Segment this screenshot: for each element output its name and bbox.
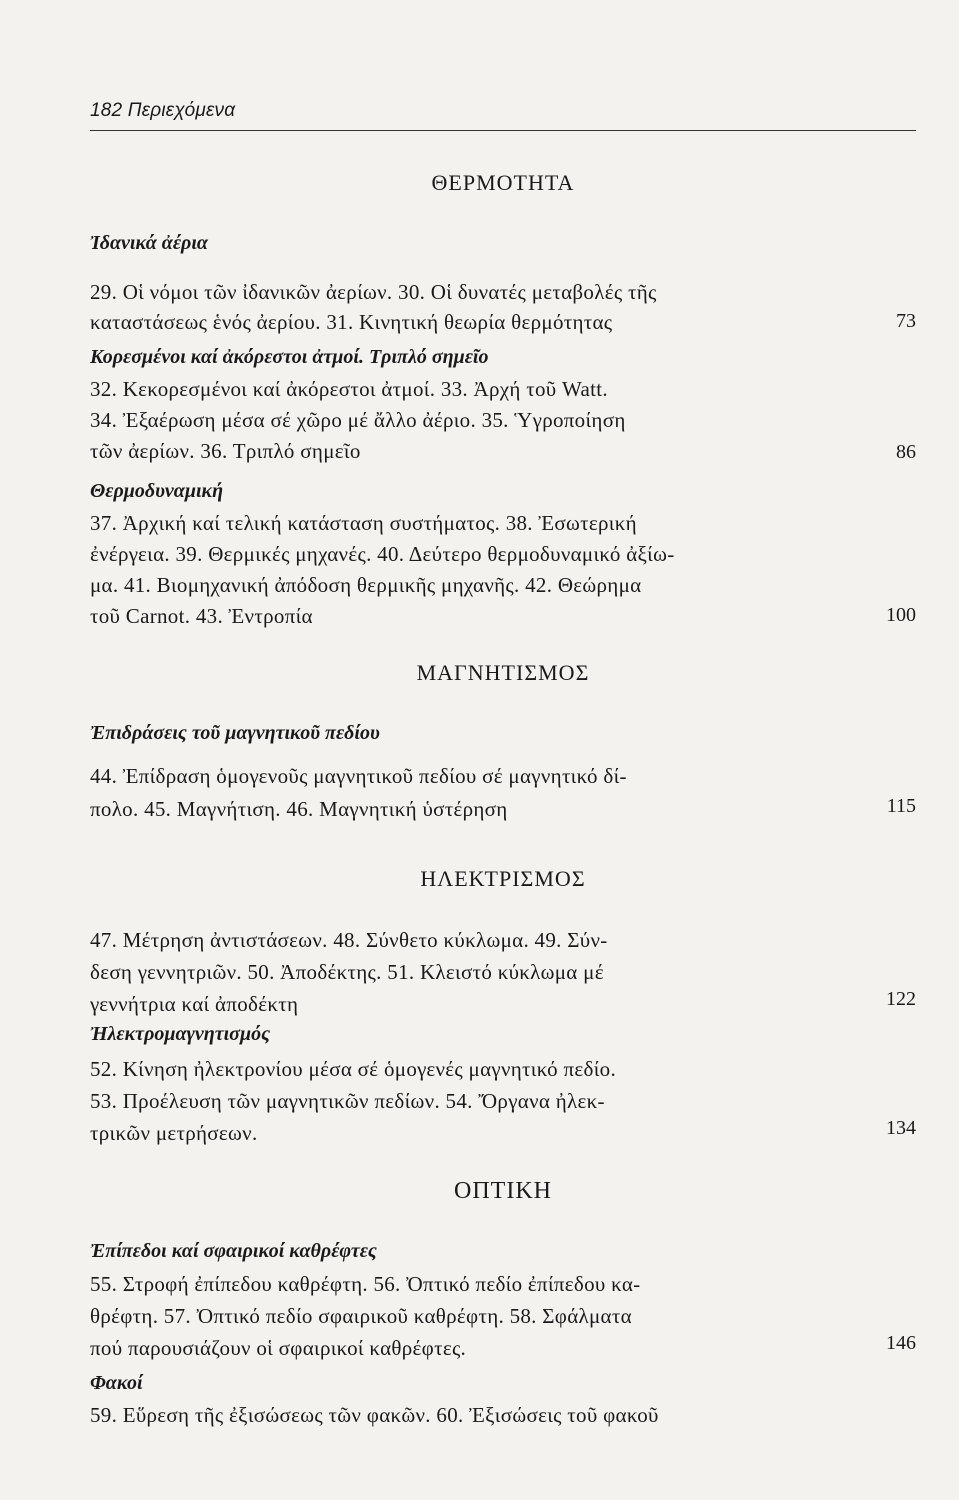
subsection-heading: Ἐπιδράσεις τοῦ μαγνητικοῦ πεδίου xyxy=(90,722,380,744)
header-rule xyxy=(90,130,916,131)
toc-line: τοῦ Carnot. 43. Ἐντροπία xyxy=(90,604,313,628)
toc-line: 34. Ἐξαέρωση μέσα σέ χῶρο μέ ἄλλο ἀέριο. 35. Ὑγροποίηση xyxy=(90,408,626,432)
toc-line: ἐνέργεια. 39. Θερμικές μηχανές. 40. Δεύτερο θερμοδυναμικό ἀξίω- xyxy=(90,542,675,566)
section-title: ΟΠΤΙΚΗ xyxy=(454,1178,552,1204)
toc-line: 53. Προέλευση τῶν μαγνητικῶν πεδίων. 54. Ὄργανα ἠλεκ- xyxy=(90,1089,605,1113)
toc-line: μα. 41. Βιομηχανική ἀπόδοση θερμικῆς μηχανῆς. 42. Θεώρημα xyxy=(90,573,642,597)
subsection-heading: Φακοί xyxy=(90,1372,143,1394)
toc-line: 29. Οἱ νόμοι τῶν ἰδανικῶν ἀερίων. 30. Οἱ δυνατές μεταβολές τῆς xyxy=(90,280,657,304)
toc-line: καταστάσεως ἑνός ἀερίου. 31. Κινητική θεωρία θερμότητας xyxy=(90,310,613,334)
toc-line: 59. Εὕρεση τῆς ἐξισώσεως τῶν φακῶν. 60. Ἐξισώσεις τοῦ φακοῦ xyxy=(90,1403,659,1427)
toc-line: 44. Ἐπίδραση ὁμογενοῦς μαγνητικοῦ πεδίου σέ μαγνητικό δί- xyxy=(90,764,627,788)
toc-line: δεση γεννητριῶν. 50. Ἀποδέκτης. 51. Κλειστό κύκλωμα μέ xyxy=(90,960,604,984)
running-head: 182 Περιεχόμενα xyxy=(90,100,236,121)
toc-line: θρέφτη. 57. Ὀπτικό πεδίο σφαιρικοῦ καθρέφτη. 58. Σφάλματα xyxy=(90,1304,632,1328)
toc-line: 37. Ἀρχική καί τελική κατάσταση συστήματος. 38. Ἐσωτερική xyxy=(90,511,637,535)
page-number: 122 xyxy=(886,988,916,1010)
toc-line: πολο. 45. Μαγνήτιση. 46. Μαγνητική ὑστέρηση xyxy=(90,797,508,821)
subsection-heading: Ἐπίπεδοι καί σφαιρικοί καθρέφτες xyxy=(90,1240,377,1262)
subsection-heading: Κορεσμένοι καί ἀκόρεστοι ἀτμοί. Τριπλό σημεῖο xyxy=(90,346,489,368)
toc-line: 32. Κεκορεσμένοι καί ἀκόρεστοι ἀτμοί. 33. Ἀρχή τοῦ Watt. xyxy=(90,377,608,401)
page-number: 115 xyxy=(886,795,916,817)
subsection-heading: Ἠλεκτρομαγνητισμός xyxy=(90,1023,270,1045)
toc-line: γεννήτρια καί ἀποδέκτη xyxy=(90,992,299,1016)
toc-line: 52. Κίνηση ἠλεκτρονίου μέσα σέ ὁμογενές μαγνητικό πεδίο. xyxy=(90,1057,617,1081)
toc-line: πού παρουσιάζουν οἱ σφαιρικοί καθρέφτες. xyxy=(90,1336,467,1360)
subsection-heading: Θερμοδυναμική xyxy=(90,480,224,502)
toc-line: τρικῶν μετρήσεων. xyxy=(90,1121,258,1145)
page-number: 100 xyxy=(886,604,916,626)
toc-line: τῶν ἀερίων. 36. Τριπλό σημεῖο xyxy=(90,439,361,463)
page-number: 86 xyxy=(896,441,916,463)
section-title: ΗΛΕΚΤΡΙΣΜΟΣ xyxy=(420,866,586,891)
page-number: 73 xyxy=(896,310,916,332)
toc-line: 47. Μέτρηση ἀντιστάσεων. 48. Σύνθετο κύκλωμα. 49. Σύν- xyxy=(90,928,608,952)
page-number: 146 xyxy=(886,1332,916,1354)
section-title: ΘΕΡΜΟΤΗΤΑ xyxy=(431,170,575,195)
page-number: 134 xyxy=(886,1117,916,1139)
subsection-heading: Ἰδανικά ἀέρια xyxy=(90,232,208,254)
toc-line: 55. Στροφή ἐπίπεδου καθρέφτη. 56. Ὀπτικό πεδίο ἐπίπεδου κα- xyxy=(90,1272,641,1296)
section-title: ΜΑΓΝΗΤΙΣΜΟΣ xyxy=(416,660,590,685)
